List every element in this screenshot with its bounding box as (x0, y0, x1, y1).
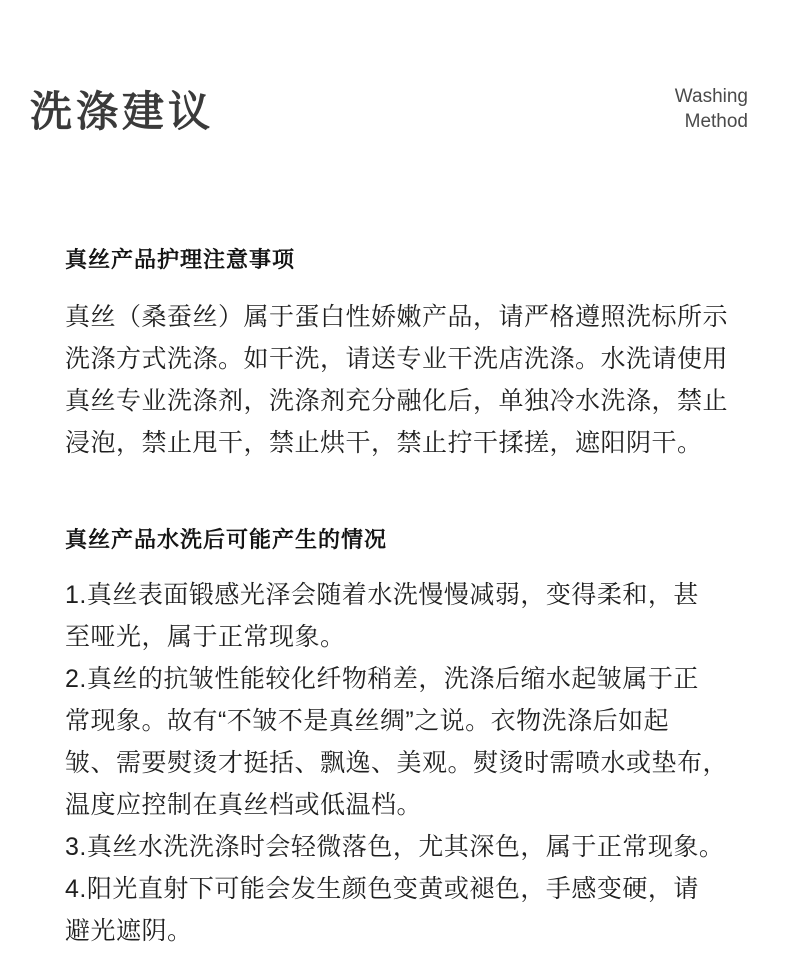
list-line: 1.真丝表面锻感光泽会随着水洗慢慢减弱，变得柔和，甚 (65, 581, 699, 609)
care-section-heading: 真丝产品护理注意事项 (65, 247, 296, 272)
list-line: 温度应控制在真丝档或低温档。 (65, 791, 423, 819)
list-line: 皱、需要熨烫才挺括、飘逸、美观。熨烫时需喷水或垫布， (65, 749, 729, 777)
result-section-heading: 真丝产品水洗后可能产生的情况 (65, 527, 388, 552)
list-line: 常现象。故有“不皱不是真丝绸”之说。衣物洗涤后如起 (65, 707, 670, 735)
washing-method-line1: Washing (674, 86, 748, 107)
paragraph-line: 洗涤方式洗涤。如干洗，请送专业干洗店洗涤。水洗请使用 (65, 345, 729, 373)
paragraph-line: 真丝专业洗涤剂，洗涤剂充分融化后，单独冷水洗涤，禁止 (65, 387, 729, 415)
paragraph-line: 浸泡，禁止甩干，禁止烘干，禁止拧干揉搓，遮阳阴干。 (65, 429, 703, 457)
washing-method-label (675, 84, 748, 134)
list-line: 4.阳光直射下可能会发生颜色变黄或褪色，手感变硬，请 (65, 875, 699, 903)
list-line: 至哑光，属于正常现象。 (65, 623, 346, 651)
list-line: 避光遮阴。 (65, 917, 193, 945)
result-list (65, 574, 728, 952)
list-line: 2.真丝的抗皱性能较化纤物稍差，洗涤后缩水起皱属于正 (65, 665, 699, 693)
paragraph-line: 真丝（桑蚕丝）属于蛋白性娇嫩产品，请严格遵照洗标所示 (65, 303, 729, 331)
care-paragraph (65, 296, 728, 464)
washing-method-line2: Method (684, 111, 748, 132)
list-line: 3.真丝水洗洗涤时会轻微落色，尤其深色，属于正常现象。 (65, 833, 725, 861)
page-title: 洗涤建议 (30, 88, 215, 135)
